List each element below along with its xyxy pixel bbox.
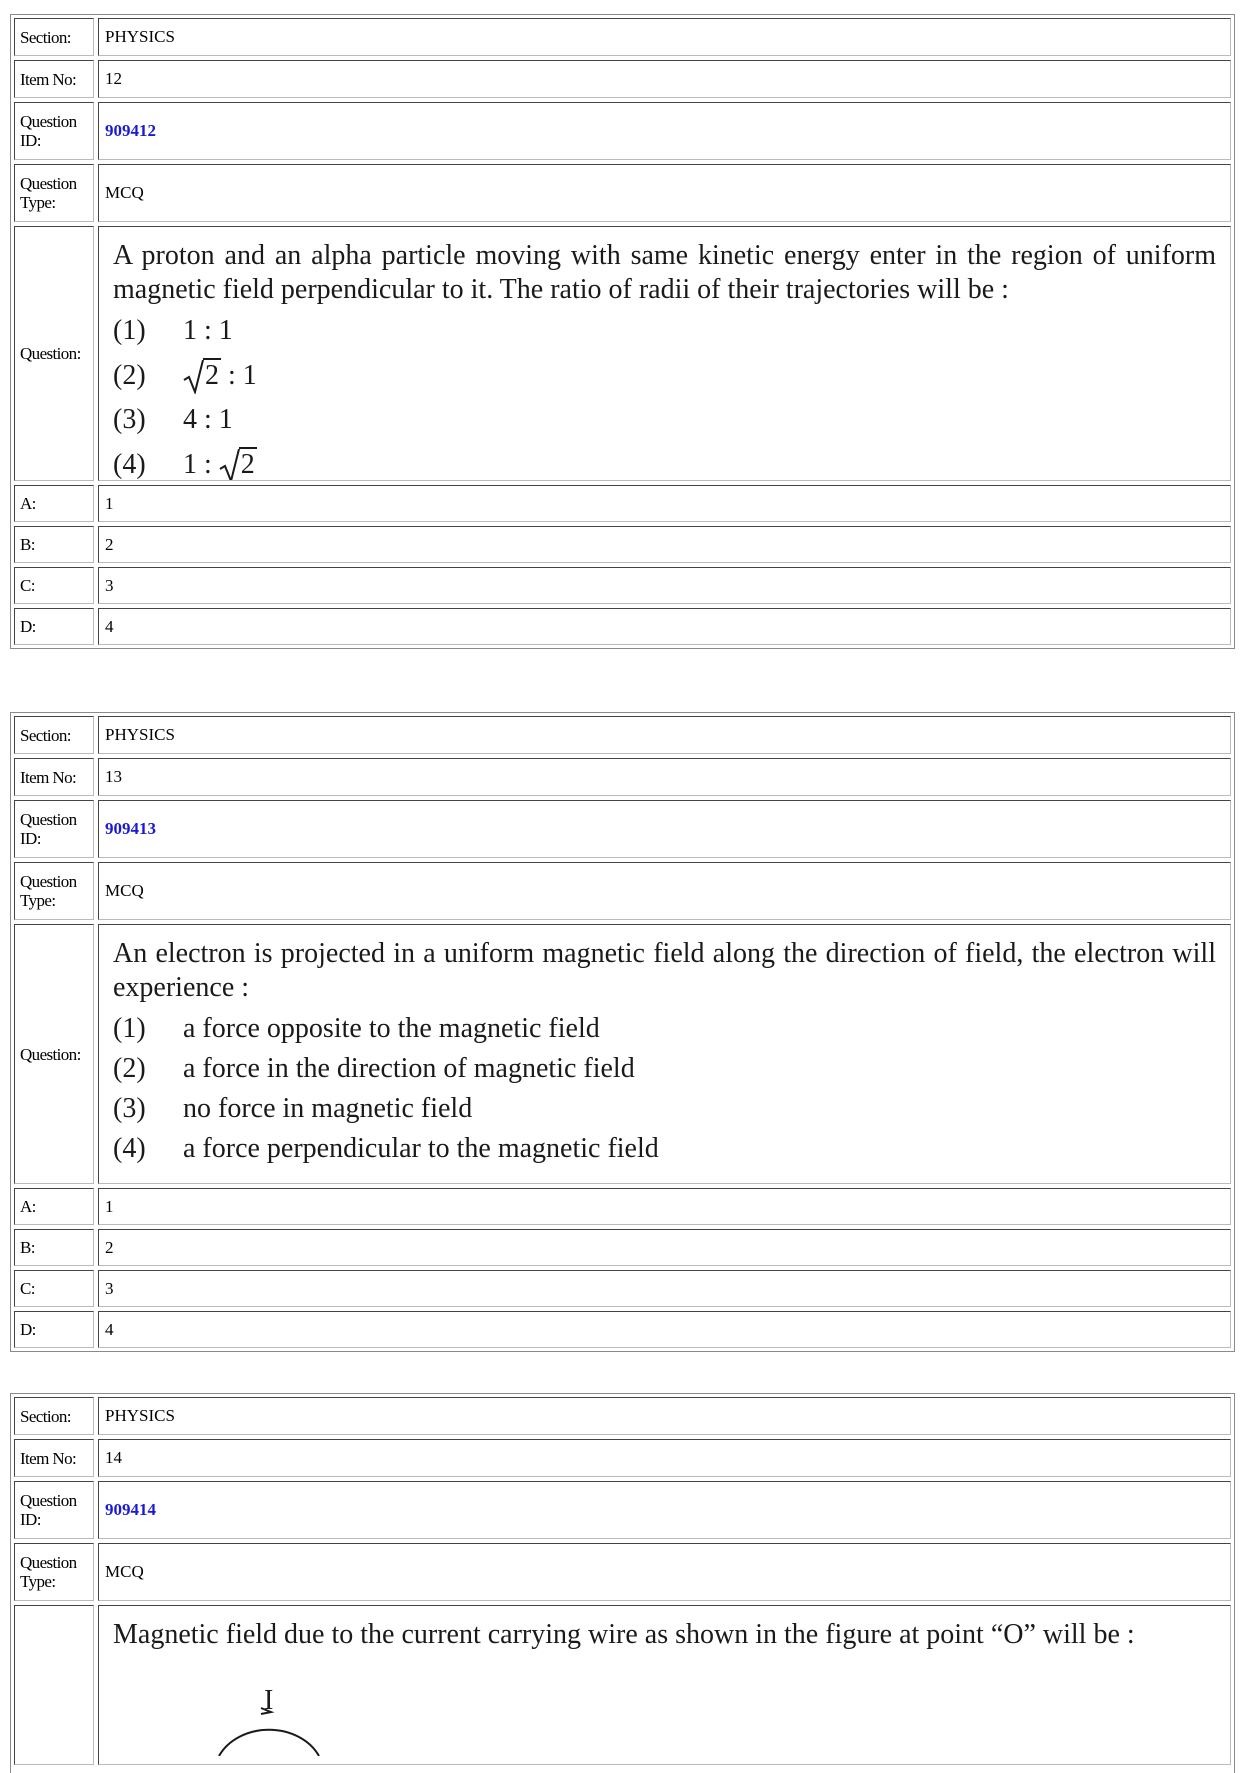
answer-value: 3 [98, 567, 1231, 604]
question-id-link[interactable]: 909413 [105, 819, 156, 838]
answer-row-a [14, 1188, 1231, 1225]
question-id-link[interactable]: 909412 [105, 121, 156, 140]
question-id-label: Question ID: [14, 800, 94, 858]
answer-value: 2 [98, 526, 1231, 563]
item-no-value: 14 [98, 1439, 1231, 1477]
question-id-label: Question ID: [14, 102, 94, 160]
question-type-label: Question Type: [14, 164, 94, 222]
section-row [14, 1397, 1231, 1435]
answer-row-c [14, 1270, 1231, 1307]
question-row [14, 226, 1231, 481]
question-id-link[interactable]: 909414 [105, 1500, 156, 1519]
item-no-label: Item No: [14, 758, 94, 796]
option-4 [113, 440, 1216, 481]
question-type-row [14, 1543, 1231, 1601]
section-value: PHYSICS [98, 18, 1231, 56]
question-id-row [14, 1481, 1231, 1539]
question-type-value: MCQ [98, 164, 1231, 222]
question-id-row [14, 102, 1231, 160]
answer-row-c [14, 567, 1231, 604]
question-type-row [14, 164, 1231, 222]
item-no-label: Item No: [14, 60, 94, 98]
question-type-value: MCQ [98, 862, 1231, 920]
option-2 [113, 351, 1216, 400]
option-4 [113, 1129, 1216, 1169]
answer-row-a [14, 485, 1231, 522]
question-body [98, 1605, 1231, 1765]
answer-value: 4 [98, 608, 1231, 645]
option-number: (2) [113, 359, 146, 391]
answer-value: 2 [98, 1229, 1231, 1266]
option-prefix: 1 : [183, 448, 219, 480]
option-number: (4) [113, 448, 146, 480]
question-id-label: Question ID: [14, 1481, 94, 1539]
answer-value: 4 [98, 1311, 1231, 1348]
item-no-value: 13 [98, 758, 1231, 796]
question-body [98, 924, 1231, 1184]
sqrt-expression [219, 447, 257, 481]
option-text: 4 : 1 [183, 404, 233, 435]
option-1 [113, 1009, 1216, 1049]
answer-value: 3 [98, 1270, 1231, 1307]
answer-label: C: [14, 1270, 94, 1307]
option-number: (3) [113, 1093, 146, 1124]
answer-row-d [14, 608, 1231, 645]
answer-label: A: [14, 1188, 94, 1225]
option-2 [113, 1049, 1216, 1089]
radical-sign-icon [219, 449, 241, 481]
section-value: PHYSICS [98, 716, 1231, 754]
option-text: a force perpendicular to the magnetic field [183, 1133, 659, 1164]
answer-row-d [14, 1311, 1231, 1348]
question-body [98, 226, 1231, 481]
question-stem: An electron is projected in a uniform magnetic field along the direction of field, the electron will experience : [113, 938, 1216, 1003]
option-1 [113, 311, 1216, 351]
question-label: Question: [14, 226, 94, 481]
question-card-12 [10, 14, 1235, 649]
answer-label: A: [14, 485, 94, 522]
question-row [14, 1605, 1231, 1765]
item-no-value: 12 [98, 60, 1231, 98]
sqrt-expression [183, 358, 221, 393]
radicand: 2 [240, 449, 255, 480]
answer-row-b [14, 526, 1231, 563]
item-no-row [14, 60, 1231, 98]
option-text: a force in the direction of magnetic field [183, 1053, 635, 1084]
section-value: PHYSICS [98, 1397, 1231, 1435]
question-card-14 [10, 1393, 1235, 1773]
question-id-value [98, 102, 1231, 160]
question-stem: A proton and an alpha particle moving with same kinetic energy enter in the region of uniform magnetic field perpendicular to it. The ratio of radii of their trajectories will be : [113, 240, 1216, 305]
item-no-label: Item No: [14, 1439, 94, 1477]
answer-label: D: [14, 1311, 94, 1348]
question-id-value [98, 1481, 1231, 1539]
item-no-row [14, 1439, 1231, 1477]
option-suffix: : 1 [221, 359, 257, 391]
question-id-row [14, 800, 1231, 858]
answer-value: 1 [98, 485, 1231, 522]
question-label [14, 1605, 94, 1765]
question-type-row [14, 862, 1231, 920]
option-number: (1) [113, 315, 146, 346]
section-label: Section: [14, 1397, 94, 1435]
question-type-label: Question Type: [14, 1543, 94, 1601]
option-3 [113, 1089, 1216, 1129]
answer-label: D: [14, 608, 94, 645]
question-label: Question: [14, 924, 94, 1184]
option-number: (3) [113, 404, 146, 435]
question-type-value: MCQ [98, 1543, 1231, 1601]
question-id-value [98, 800, 1231, 858]
current-label: I [264, 1685, 274, 1716]
answer-label: C: [14, 567, 94, 604]
section-label: Section: [14, 716, 94, 754]
answer-value: 1 [98, 1188, 1231, 1225]
section-row [14, 18, 1231, 56]
option-3 [113, 400, 1216, 440]
option-text: a force opposite to the magnetic field [183, 1013, 600, 1044]
radicand: 2 [205, 360, 219, 391]
option-text: no force in magnetic field [183, 1093, 473, 1124]
question-type-label: Question Type: [14, 862, 94, 920]
question-card-13 [10, 712, 1235, 1352]
question-stem: Magnetic field due to the current carrying wire as shown in the figure at point “O” will be : [113, 1619, 1135, 1650]
answer-label: B: [14, 1229, 94, 1266]
section-row [14, 716, 1231, 754]
question-row [14, 924, 1231, 1184]
radical-sign-icon [183, 360, 205, 394]
option-number: (4) [113, 1133, 146, 1164]
item-no-row [14, 758, 1231, 796]
answer-row-b [14, 1229, 1231, 1266]
option-number: (2) [113, 1053, 146, 1084]
option-text: 1 : 1 [183, 315, 233, 346]
answer-label: B: [14, 526, 94, 563]
section-label: Section: [14, 18, 94, 56]
option-number: (1) [113, 1013, 146, 1044]
